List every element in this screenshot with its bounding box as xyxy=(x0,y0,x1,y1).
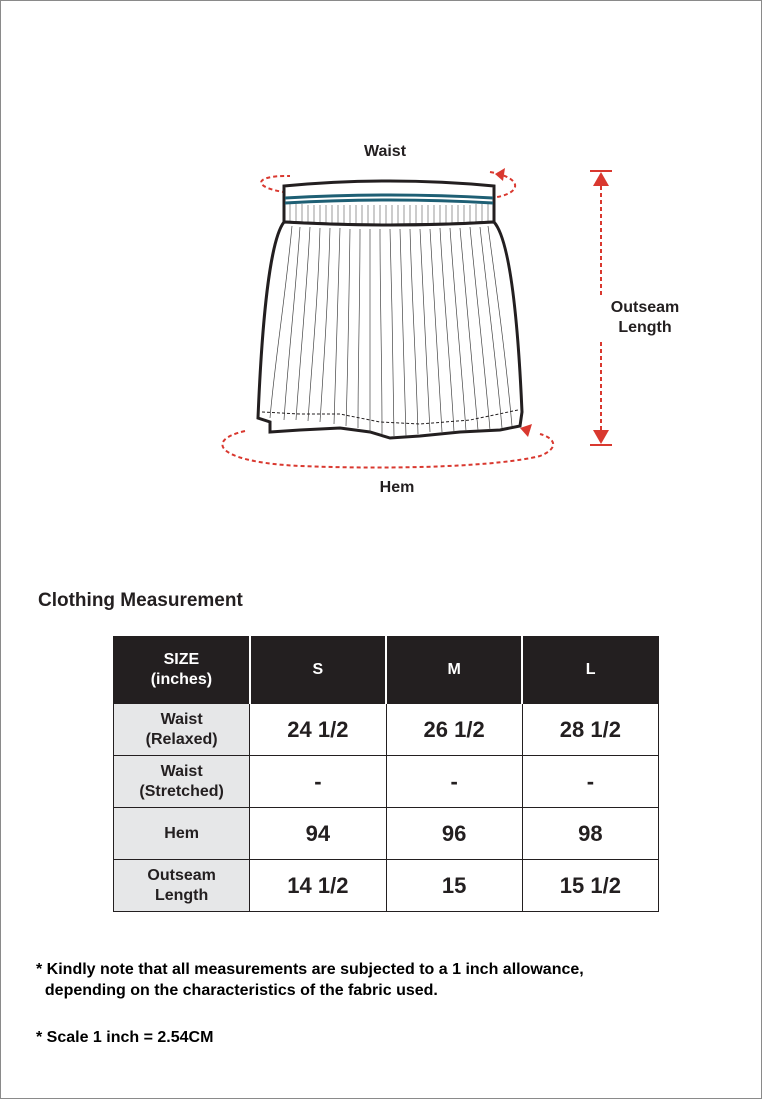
size-chart-table xyxy=(113,636,659,912)
cell-value-l: - xyxy=(522,756,658,808)
outseam-label-line2: Length xyxy=(618,319,672,336)
header-size-cell xyxy=(114,637,250,704)
allowance-note-line2: depending on the characteristics of the fabric used. xyxy=(36,982,438,999)
waist-label: Waist xyxy=(363,143,407,160)
table-header-row xyxy=(114,637,659,704)
header-size-s: S xyxy=(250,637,386,704)
row-label-line1: Outseam xyxy=(147,866,216,884)
row-label-line2: (Relaxed) xyxy=(145,730,218,748)
header-size-m: M xyxy=(386,637,522,704)
outseam-label-line1: Outseam xyxy=(610,299,680,316)
skirt-illustration xyxy=(0,0,762,540)
header-size-line2: (inches) xyxy=(150,671,213,688)
table-row-outseam-length xyxy=(114,860,659,912)
row-label-line1: Hem xyxy=(164,824,199,842)
outseam-label xyxy=(595,298,695,338)
cell-value-l: 15 1/2 xyxy=(522,860,658,912)
row-label xyxy=(114,704,250,756)
header-size-l: L xyxy=(522,637,658,704)
cell-value-l: 28 1/2 xyxy=(522,704,658,756)
row-label-line2: (Stretched) xyxy=(139,782,224,800)
header-size-line1: SIZE xyxy=(163,651,200,668)
scale-note: * Scale 1 inch = 2.54CM xyxy=(36,1029,214,1046)
table-row-hem xyxy=(114,808,659,860)
row-label-line1: Waist xyxy=(160,762,203,780)
table-row-waist-relaxed xyxy=(114,704,659,756)
row-label xyxy=(114,860,250,912)
section-title: Clothing Measurement xyxy=(38,590,243,611)
row-label-line2: Length xyxy=(154,886,209,904)
cell-value-s: 24 1/2 xyxy=(250,704,386,756)
cell-value-s: 94 xyxy=(250,808,386,860)
cell-value-s: - xyxy=(250,756,386,808)
row-label-line1: Waist xyxy=(160,710,203,728)
row-label xyxy=(114,808,250,860)
skirt-diagram xyxy=(0,0,762,540)
allowance-note-line1: * Kindly note that all measurements are subjected to a 1 inch allowance, xyxy=(36,961,584,978)
cell-value-l: 98 xyxy=(522,808,658,860)
hem-label: Hem xyxy=(379,479,415,496)
row-label xyxy=(114,756,250,808)
cell-value-m: 96 xyxy=(386,808,522,860)
cell-value-s: 14 1/2 xyxy=(250,860,386,912)
table-row-waist-stretched xyxy=(114,756,659,808)
cell-value-m: 26 1/2 xyxy=(386,704,522,756)
cell-value-m: 15 xyxy=(386,860,522,912)
cell-value-m: - xyxy=(386,756,522,808)
skirt-body xyxy=(258,181,522,438)
